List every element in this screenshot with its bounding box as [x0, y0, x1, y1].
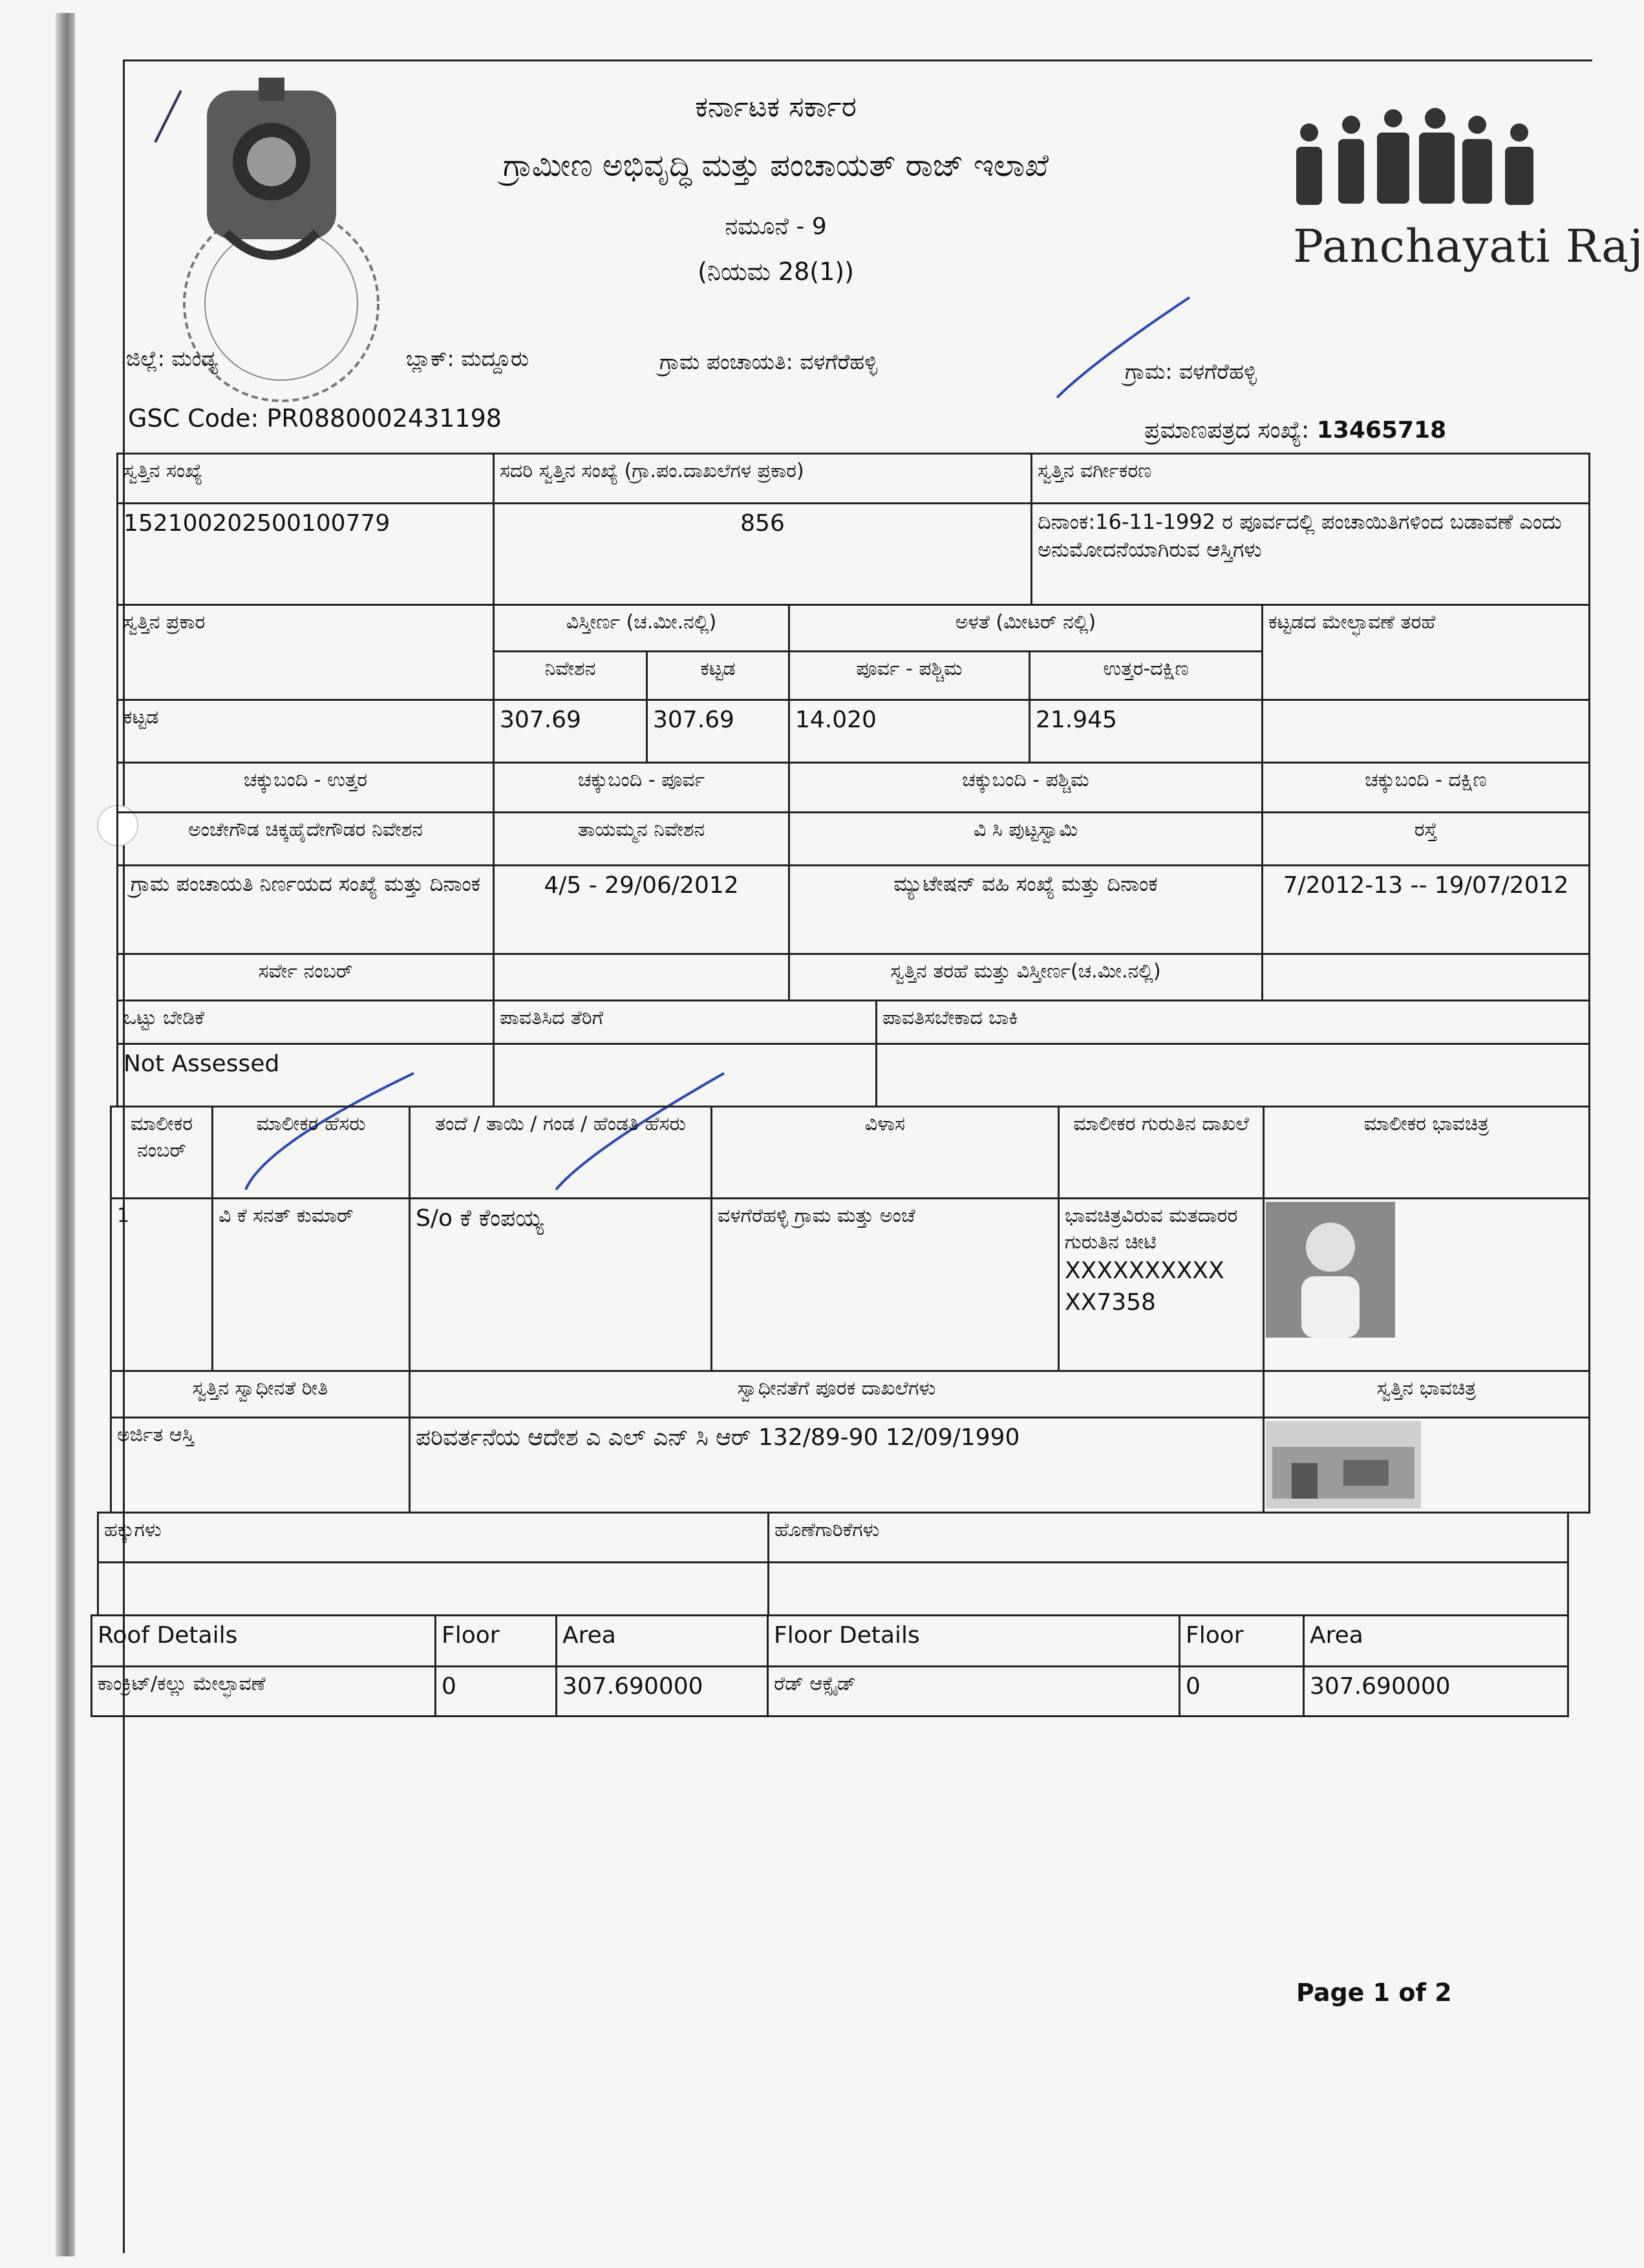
liabilities-value — [767, 1561, 1569, 1616]
owner-photo-cell — [1263, 1197, 1590, 1372]
floor-floor-value: 0 — [1179, 1665, 1305, 1717]
floor-area-value: 307.690000 — [1303, 1665, 1569, 1717]
building-label: ಕಟ್ಟಡ — [646, 650, 790, 701]
property-id-value: 152100202500100779 — [116, 502, 495, 606]
address-label: ವಿಳಾಸ — [710, 1106, 1060, 1199]
tax-due-value — [875, 1043, 1590, 1107]
area-label: ವಿಸ್ತೀರ್ಣ (ಚ.ಮೀ.ನಲ್ಲಿ) — [493, 604, 790, 652]
south-boundary-label: ಚಕ್ಕುಬಂದಿ - ದಕ್ಷಿಣ — [1261, 762, 1590, 813]
classification-value: ದಿನಾಂಕ:16-11-1992 ರ ಪೂರ್ವದಲ್ಲಿ ಪಂಚಾಯಿತಿಗಳಿಂದ ಬಡಾವಣೆ ಎಂದು ಅನುಮೋದನೆಯಾಗಿರುವ ಆಸ್ತಿಗಳು — [1030, 502, 1590, 606]
south-boundary-value: ರಸ್ತೆ — [1261, 811, 1590, 866]
gp-decision-label: ಗ್ರಾಮ ಪಂಚಾಯತಿ ನಿರ್ಣಯದ ಸಂಖ್ಯೆ ಮತ್ತು ದಿನಾಂಕ — [116, 864, 495, 955]
gram-panchayat: ಗ್ರಾಮ ಪಂಚಾಯತಿ: ವಳಗೆರೆಹಳ್ಳಿ — [659, 349, 878, 374]
total-demand-value: Not Assessed — [116, 1043, 495, 1107]
north-boundary-label: ಚಕ್ಕುಬಂದಿ - ಉತ್ತರ — [116, 762, 495, 813]
east-boundary-value: ತಾಯಮ್ಮನ ನಿವೇಶನ — [493, 811, 790, 866]
property-id-label: ಸ್ವತ್ತಿನ ಸಂಖ್ಯೆ — [116, 453, 495, 504]
tax-paid-value — [493, 1043, 877, 1107]
gp-decision-value: 4/5 - 29/06/2012 — [493, 864, 790, 955]
acquisition-docs-value: ಪರಿವರ್ತನೆಯ ಆದೇಶ ಎ ಎಲ್ ಎನ್ ಸಿ ಆರ್ 132/89-90 12/09/1990 — [409, 1417, 1265, 1514]
floor-floor-label: Floor — [1179, 1614, 1305, 1667]
classification-label: ಸ್ವತ್ತಿನ ವರ್ಗೀಕರಣ — [1030, 453, 1590, 504]
owner-id-doc-label: ಮಾಲೀಕರ ಗುರುತಿನ ದಾಖಲೆ — [1058, 1106, 1265, 1199]
west-boundary-label: ಚಕ್ಕುಬಂದಿ - ಪಶ್ಚಿಮ — [788, 762, 1263, 813]
id-doc-type: ಭಾವಚಿತ್ರವಿರುವ ಮತದಾರರ ಗುರುತಿನ ಚೀಟಿ — [1065, 1204, 1238, 1254]
liabilities-label: ಹೊಣೆಗಾರಿಕೆಗಳು — [767, 1512, 1569, 1563]
west-boundary-value: ವಿ ಸಿ ಪುಟ್ಟಸ್ವಾಮಿ — [788, 811, 1263, 866]
district: ಜಿಲ್ಲೆ: ಮಂಡ್ಯ — [126, 346, 218, 371]
roof-floor-value: 0 — [434, 1665, 557, 1717]
department-title: ಗ್ರಾಮೀಣ ಅಭಿವೃದ್ಧಿ ಮತ್ತು ಪಂಚಾಯತ್ ರಾಜ್ ಇಲಾಖೆ — [502, 147, 1049, 184]
owner-photo-image — [1266, 1202, 1395, 1338]
panchayati-raj-text: Panchayati Raj — [1293, 220, 1644, 273]
floor-area-label: Area — [1303, 1614, 1569, 1667]
north-south-label: ಉತ್ತರ-ದಕ್ಷಿಣ — [1029, 650, 1263, 701]
owner-number-label: ಮಾಲೀಕರ ನಂಬರ್ — [110, 1106, 213, 1199]
relation-name-value: S/o ಕೆ ಕೆಂಪಯ್ಯ — [409, 1197, 712, 1372]
property-type-value: ಕಟ್ಟಡ — [116, 699, 495, 764]
gsc-code: GSC Code: PR0880002431198 — [128, 404, 502, 433]
roof-type-label: ಕಟ್ಟಡದ ಮೇಲ್ಛಾವಣೆ ತರಹೆ — [1261, 604, 1590, 701]
cert-label: ಪ್ರಮಾಣಪತ್ರದ ಸಂಖ್ಯೆ: — [1144, 417, 1310, 444]
floor-details-label: Floor Details — [767, 1614, 1180, 1667]
north-boundary-value: ಅಂಚೇಗೌಡ ಚಿಕ್ಕಹೈದೇಗೌಡರ ನಿವೇಶನ — [116, 811, 495, 866]
id-doc-number-1: XXXXXXXXXX — [1065, 1257, 1224, 1284]
site-area-value: 307.69 — [493, 699, 648, 764]
measurement-label: ಅಳತೆ (ಮೀಟರ್ ನಲ್ಲಿ) — [788, 604, 1263, 652]
east-boundary-label: ಚಕ್ಕುಬಂದಿ - ಪೂರ್ವ — [493, 762, 790, 813]
tax-paid-label: ಪಾವತಿಸಿದ ತೆರಿಗೆ — [493, 1000, 877, 1045]
property-photo-label: ಸ್ವತ್ತಿನ ಭಾವಚಿತ್ರ — [1263, 1370, 1590, 1418]
block: ಬ್ಲಾಕ್: ಮದ್ದೂರು — [406, 346, 529, 371]
owner-photo-label: ಮಾಲೀಕರ ಭಾವಚಿತ್ರ — [1263, 1106, 1590, 1199]
village: ಗ್ರಾಮ: ವಳಗೆರೆಹಳ್ಳಿ — [1125, 359, 1257, 384]
people-group-icon — [1286, 107, 1558, 217]
rights-label: ಹಕ್ಕುಗಳು — [97, 1512, 769, 1563]
roof-details-label: Roof Details — [91, 1614, 436, 1667]
roof-area-label: Area — [555, 1614, 769, 1667]
owner-id-doc-value — [1058, 1197, 1265, 1372]
building-area-value: 307.69 — [646, 699, 790, 764]
total-demand-label: ಒಟ್ಟು ಬೇಡಿಕೆ — [116, 1000, 495, 1045]
old-number-label: ಸದರಿ ಸ್ವತ್ತಿನ ಸಂಖ್ಯೆ (ಗ್ರಾ.ಪಂ.ದಾಖಲೆಗಳ ಪ್ರಕಾರ) — [493, 453, 1032, 504]
id-doc-number-2: XX7358 — [1065, 1289, 1156, 1316]
roof-floor-label: Floor — [434, 1614, 557, 1667]
pen-tick-mark-icon — [1054, 291, 1196, 407]
address-value: ವಳಗೆರೆಹಳ್ಳಿ ಗ್ರಾಮ ಮತ್ತು ಅಂಚೆ — [710, 1197, 1060, 1372]
site-label: ನಿವೇಶನ — [493, 650, 648, 701]
roof-type-value — [1261, 699, 1590, 764]
owner-name-label: ಮಾಲೀಕರ ಹೆಸರು — [211, 1106, 411, 1199]
form-number: ನಮೂನೆ - 9 — [725, 213, 827, 240]
east-west-value: 14.020 — [788, 699, 1030, 764]
property-photo-image — [1266, 1421, 1421, 1508]
acquisition-docs-label: ಸ್ವಾಧೀನತೆಗೆ ಪೂರಕ ದಾಖಲೆಗಳು — [409, 1370, 1265, 1418]
owner-number-value: 1 — [110, 1197, 213, 1372]
tax-due-label: ಪಾವತಿಸಬೇಕಾದ ಬಾಕಿ — [875, 1000, 1590, 1045]
property-photo-cell — [1263, 1417, 1590, 1514]
acquisition-mode-value: ಅರ್ಜಿತ ಆಸ್ತಿ — [110, 1417, 411, 1514]
mutation-label: ಮ್ಯುಟೇಷನ್ ವಹಿ ಸಂಖ್ಯೆ ಮತ್ತು ದಿನಾಂಕ — [788, 864, 1263, 955]
survey-number-label: ಸರ್ವೇ ನಂಬರ್ — [116, 953, 495, 1001]
panchayati-raj-logo — [1286, 107, 1644, 288]
old-number-value: 856 — [493, 502, 1032, 606]
govt-title: ಕರ್ನಾಟಕ ಸರ್ಕಾರ — [695, 91, 857, 123]
cert-value: 13465718 — [1316, 417, 1447, 444]
acquisition-mode-label: ಸ್ವತ್ತಿನ ಸ್ವಾಧೀನತೆ ರೀತಿ — [110, 1370, 411, 1418]
property-type-label: ಸ್ವತ್ತಿನ ಪ್ರಕಾರ — [116, 604, 495, 701]
rights-value — [97, 1561, 769, 1616]
roof-area-value: 307.690000 — [555, 1665, 769, 1717]
certificate-number — [1144, 417, 1446, 444]
mutation-value: 7/2012-13 -- 19/07/2012 — [1261, 864, 1590, 955]
floor-details-value: ರೆಡ್ ಆಕ್ಸೈಡ್ — [767, 1665, 1180, 1717]
relation-name-label: ತಂದೆ / ತಾಯಿ / ಗಂಡ / ಹೆಂಡತಿ ಹೆಸರು — [409, 1106, 712, 1199]
east-west-label: ಪೂರ್ವ - ಪಶ್ಚಿಮ — [788, 650, 1030, 701]
rule-number: (ನಿಯಮ 28(1)) — [698, 257, 854, 286]
scan-shadow-edge — [56, 13, 75, 2256]
north-south-value: 21.945 — [1029, 699, 1263, 764]
roof-details-value: ಕಾಂಕ್ರಿಟ್/ಕಲ್ಲು ಮೇಲ್ಛಾವಣೆ — [91, 1665, 436, 1717]
type-area-label: ಸ್ವತ್ತಿನ ತರಹೆ ಮತ್ತು ವಿಸ್ತೀರ್ಣ(ಚ.ಮೀ.ನಲ್ಲಿ) — [788, 953, 1263, 1001]
survey-number-value — [493, 953, 790, 1001]
page-number: Page 1 of 2 — [1296, 1978, 1452, 2007]
owner-name-value: ವಿ ಕೆ ಸನತ್ ಕುಮಾರ್ — [211, 1197, 411, 1372]
type-area-value — [1261, 953, 1590, 1001]
